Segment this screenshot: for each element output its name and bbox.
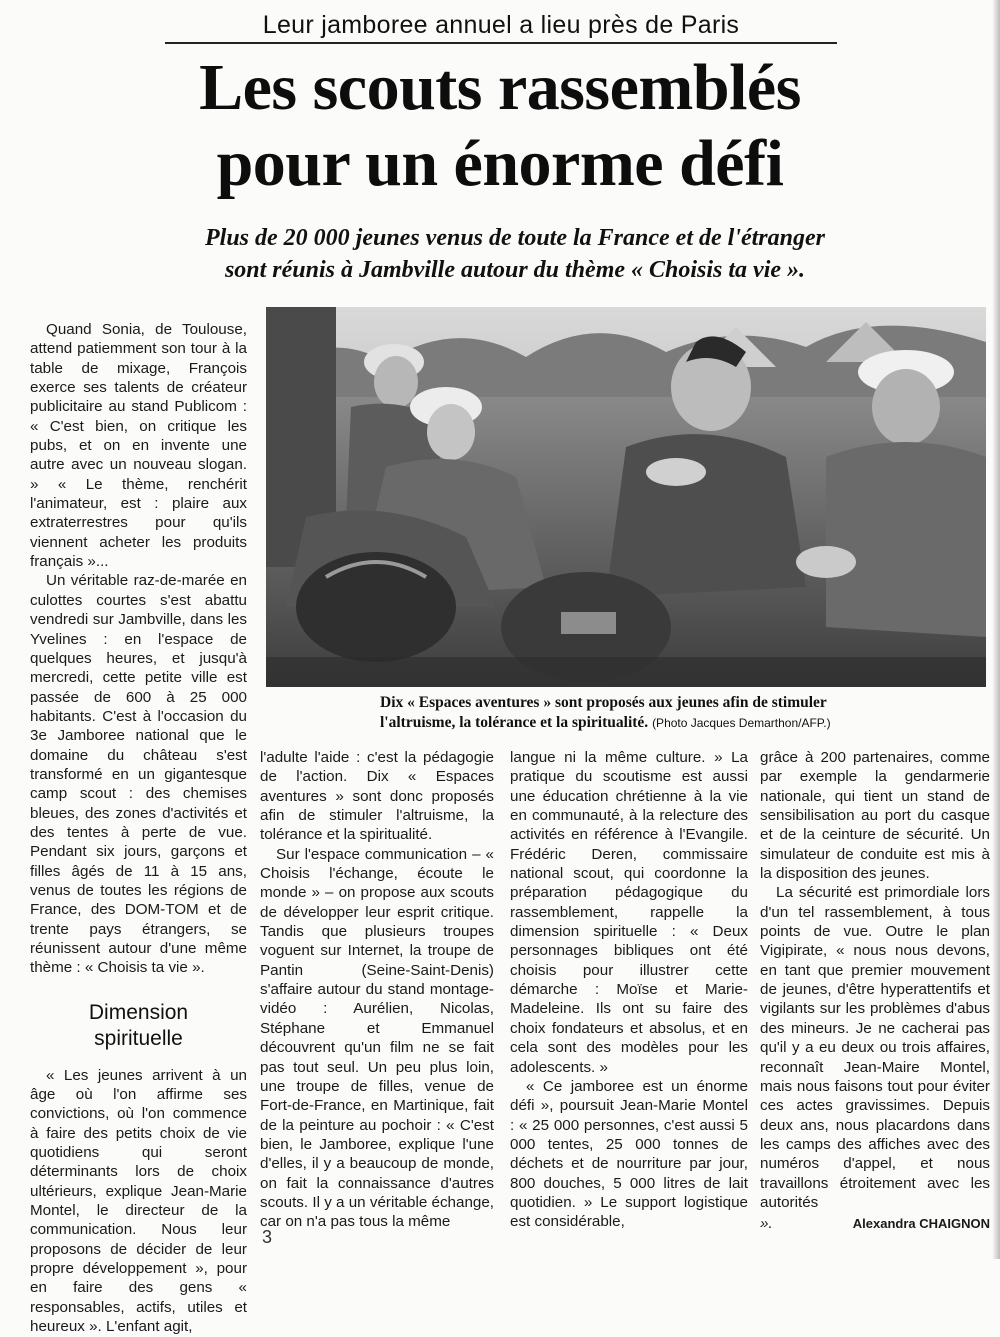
closing-quote: ». xyxy=(760,1215,773,1233)
subhead-line-1: Dimension xyxy=(88,1000,189,1024)
scouts-photo xyxy=(266,307,986,687)
photo-credit: (Photo Jacques Demarthon/AFP.) xyxy=(652,716,831,730)
photo-caption xyxy=(380,693,960,733)
scan-edge-shadow xyxy=(992,0,1000,1259)
subhead-line-2: spirituelle xyxy=(94,1026,183,1050)
paragraph: grâce à 200 partenaires, comme par exemple la gendarmerie nationale, qui tient un stand de sensibilisation au port du casque et de la ceinture de sécurité. Un simulateur de conduite est mis à la disposition des jeunes. xyxy=(760,749,990,883)
subhead xyxy=(30,1000,247,1052)
paragraph: La sécurité est primordiale lors d'un tel rassemblement, à tous points de vue. Outre le plan Vigipirate, « nous nous devons, en tant que premier mouvement de jeunes, d'être hyperattentifs et vigilants sur les problèmes d'abus des mineurs. Je ne cacherai pas qu'il y a eu deux ou trois affaires, reconnaît Jean-Maire Montel, mais nous faisons tout pour éviter ces actes gravissimes. Depuis deux ans, nous placardons dans les camps des affiches avec des numéros d'appel, et nous travaillons étroitement avec les autorités xyxy=(760,884,990,1211)
headline-line-2: pour un énorme défi xyxy=(216,127,784,200)
caption-line-1: Dix « Espaces aventures » sont proposés aux jeunes afin de stimuler xyxy=(380,694,827,711)
headline xyxy=(60,50,940,202)
article-column-2 xyxy=(260,748,494,1232)
paragraph: Quand Sonia, de Toulouse, attend patiemment son tour à la table de mixage, François exerce ses talents de créateur publicitaire au stand Publicom : « C'est bien, on critique les pubs, et on en invente une autre avec un nouveau slogan. » « Le thème, renchérit l'animateur, est : plaire aux extraterrestres pour qu'ils viennent acheter les produits français »... xyxy=(30,321,247,571)
scouts-photo-illustration xyxy=(266,307,986,687)
paragraph: langue ni la même culture. » La pratique du scoutisme est aussi une éducation chrétienne à la vie en communauté, à la relecture des activités en référence à l'Evangile. Frédéric Deren, commissaire national scout, qui coordonne la préparation pédagogique du rassemblement, rappelle la dimension spirituelle : « Deux personnages bibliques ont été choisis pour illustrer cette démarche : Moïse et Marie-Madeleine. Ils ont su faire des choix fondateurs et absolus, et en cela sont des modèles pour les adolescents. » xyxy=(510,749,748,1076)
paragraph: Sur l'espace communication – « Choisis l'échange, écoute le monde » – on propose aux scouts de développer leur esprit critique. Tandis que plusieurs troupes voguent sur Internet, la troupe de Pantin (Seine-Saint-Denis) s'affaire autour du stand montage-vidéo : Aurélien, Nicolas, Stéphane et Emmanuel découvrent qu'un film ne se fait pas tout seul. Un peu plus loin, une troupe de filles, venue de Fort-de-France, en Martinique, fait de la peinture au pochoir : « C'est bien, le Jamboree, explique l'une d'elles, il y a beaucoup de monde, on fait la connaissance d'autres scouts. Il y a un véritable échange, car on n'a pas tous la même xyxy=(260,845,494,1231)
page-mark: 3 xyxy=(262,1227,273,1247)
byline-row xyxy=(760,1212,990,1233)
caption-line-2 xyxy=(380,713,960,733)
paragraph: Un véritable raz-de-marée en culottes courtes s'est abattu vendredi sur Jambville, dans les Yvelines : en l'espace de quelques heures, et jusqu'à mercredi, cette petite ville est passée de 600 à 25 000 habitants. C'est à l'occasion du 3e Jamboree national que le domaine du château s'est transformé en un gigantesque camp scout : des chemises bleues, des zones d'activités et des tentes à perte de vue. Pendant six jours, garçons et filles âgés de 11 à 15 ans, venus de toutes les régions de France, des DOM-TOM et de trente pays étrangers, se réunissent autour d'une même thème : « Choisis ta vie ». xyxy=(30,572,247,977)
paragraph: « Les jeunes arrivent à un âge où l'on affirme ses convictions, où l'on commence à faire des petits choix de vie quotidiens qui seront déterminants lors de choix ultérieurs, explique Jean-Marie Montel, le directeur de la communication. Nous leur proposons de décider de leur propre développement », pour en faire des gens « responsables, actifs, utiles et heureux ». L'enfant agit, xyxy=(30,1066,247,1336)
article-column-3 xyxy=(510,748,748,1232)
article-column-1 xyxy=(30,320,247,1337)
caption-line-2-text: l'altruisme, la tolérance et la spiritualité. xyxy=(380,714,649,731)
byline: Alexandra CHAIGNON xyxy=(852,1216,990,1232)
deck xyxy=(150,222,880,286)
kicker: Leur jamboree annuel a lieu près de Paris xyxy=(165,8,837,44)
headline-line-1: Les scouts rassemblés xyxy=(199,51,801,124)
article-column-4 xyxy=(760,748,990,1234)
deck-line-1: Plus de 20 000 jeunes venus de toute la France et de l'étranger xyxy=(205,225,825,251)
paragraph: l'adulte l'aide : c'est la pédagogie de l'action. Dix « Espaces aventures » sont donc proposés afin de stimuler l'altruisme, la tolérance et la spiritualité. xyxy=(260,749,494,844)
paragraph: « Ce jamboree est un énorme défi », poursuit Jean-Marie Montel : « 25 000 personnes, c'est aussi 5 000 tentes, 25 000 tonnes de déchets et de nourriture par jour, 800 douches, 5 000 litres de lait quotidien. » Le support logistique est considérable, xyxy=(510,1077,748,1231)
deck-line-2: sont réunis à Jambville autour du thème « Choisis ta vie ». xyxy=(224,257,806,283)
